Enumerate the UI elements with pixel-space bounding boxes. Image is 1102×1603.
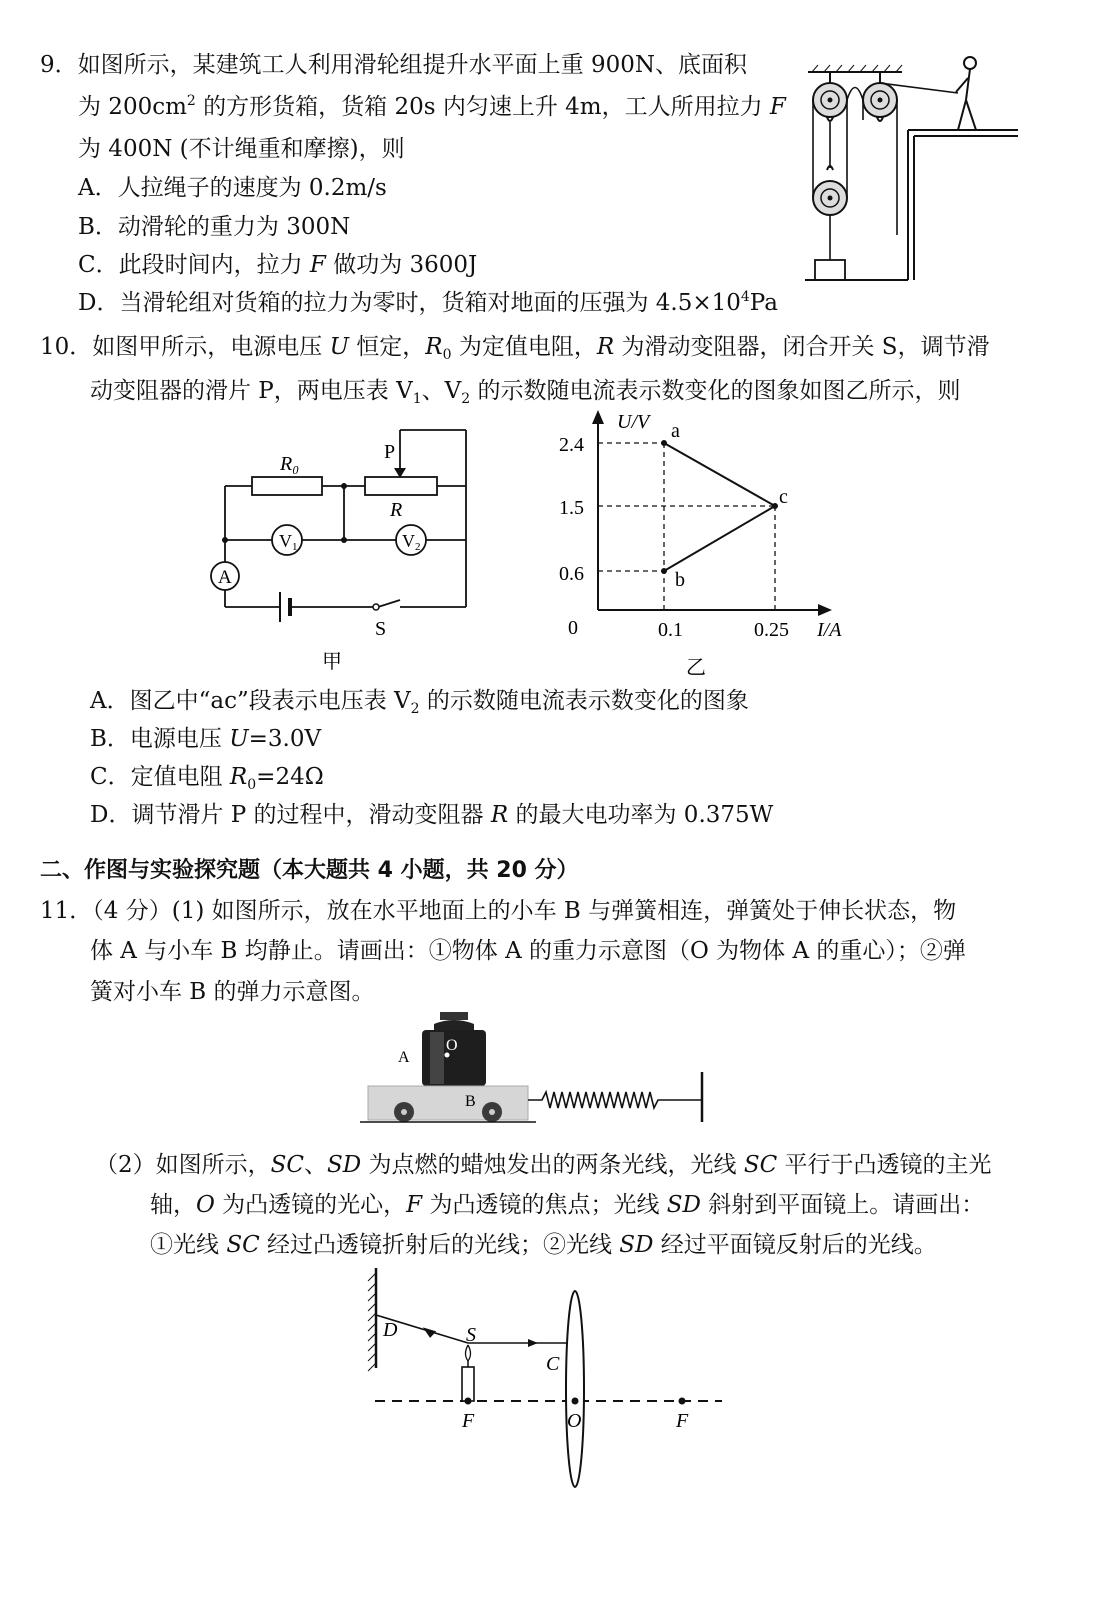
label-a: A (398, 1049, 410, 1066)
plane-mirror (368, 1268, 376, 1371)
label-v1: V1 (279, 531, 298, 553)
label-d: D (383, 1319, 398, 1341)
spring (528, 1092, 702, 1108)
cart-spring-figure (360, 1010, 720, 1130)
label-p: P (384, 441, 396, 463)
label-f-left: F (462, 1410, 475, 1432)
voltage-current-graph (555, 410, 855, 680)
rheostat-r (365, 477, 437, 495)
q11-part2-line1: （2）如图所示，SC、SD 为点燃的蜡烛发出的两条光线，光线 SC 平行于凸透镜的主光 (95, 1152, 992, 1178)
caption-jia: 甲 (322, 651, 342, 673)
label-b: B (465, 1093, 476, 1110)
q11-line2: 体 A 与小车 B 均静止。请画出：①物体 A 的重力示意图（O 为物体 A 的重心）；②弹 (90, 938, 966, 964)
fixed-pulley-right (863, 72, 897, 121)
cargo-box (815, 260, 845, 280)
circuit-diagram (200, 420, 490, 673)
label-a: A (218, 567, 232, 588)
point-b (661, 568, 667, 574)
q11-line3: 簧对小车 B 的弹力示意图。 (90, 979, 375, 1005)
movable-pulley (813, 166, 847, 215)
q9-number: 9． (40, 52, 78, 78)
point-c (772, 503, 778, 509)
cart-b (368, 1086, 528, 1120)
q9-line2: 为 $200cm^2$ 的方形货箱，货箱 20s 内匀速上升 4m，工人所用拉力 F (78, 93, 786, 120)
label-s: S (466, 1324, 476, 1346)
label-r: R (390, 499, 403, 521)
convex-lens (566, 1291, 584, 1487)
focus-left (465, 1398, 472, 1405)
q11-number: 11． (40, 898, 93, 924)
pulley-figure (800, 50, 1040, 290)
xtick-0.1: 0.1 (658, 619, 683, 641)
label-b: b (675, 569, 685, 591)
label-s: S (375, 618, 387, 640)
q11-part2-line2: 轴，O 为凸透镜的光心，F 为凸透镜的焦点；光线 SD 斜射到平面镜上。请画出： (150, 1192, 985, 1218)
resistor-r0 (252, 477, 322, 495)
label-o: O (446, 1037, 458, 1054)
label-a: a (671, 420, 680, 442)
q10-line2: 动变阻器的滑片 P，两电压表 $V_1$、$V_2$ 的示数随电流表示数变化的图象如图乙所示，则 (90, 378, 961, 407)
focus-right (679, 1398, 686, 1405)
q10-number: 10． (40, 334, 93, 360)
q10-option-b: B．电源电压 U=3.0V (90, 726, 322, 752)
origin-label: 0 (568, 617, 578, 639)
ytick-1.5: 1.5 (559, 497, 584, 519)
worker-figure (956, 57, 976, 130)
q10-option-c: C．定值电阻 $R_0=24\Omega$ (90, 764, 324, 793)
q10-line1: 10．如图甲所示，电源电压 U 恒定，$R_0$ 为定值电阻，R 为滑动变阻器，闭合开关 S，调节滑 (40, 334, 990, 363)
q9-line3: 为 400N (不计绳重和摩擦)，则 (78, 136, 405, 162)
label-c: C (546, 1353, 560, 1375)
optical-center (572, 1398, 579, 1405)
candle (462, 1345, 474, 1401)
label-o: O (567, 1410, 582, 1432)
battery (280, 592, 290, 622)
q9-option-b: B．动滑轮的重力为 300N (78, 214, 351, 240)
q10-option-a: A．图乙中“ac”段表示电压表 $V_2$ 的示数随电流表示数变化的图象 (90, 688, 749, 717)
xtick-0.25: 0.25 (754, 619, 789, 641)
ytick-2.4: 2.4 (559, 434, 584, 456)
q11-part2-line3: ①光线 SC 经过凸透镜折射后的光线；②光线 SD 经过平面镜反射后的光线。 (150, 1232, 937, 1258)
q9-option-a: A．人拉绳子的速度为 0.2m/s (78, 175, 387, 201)
label-f-right: F (676, 1410, 689, 1432)
q9-option-d: D．当滑轮组对货箱的拉力为零时，货箱对地面的压强为 $4.5\times 10^4Pa$ (78, 289, 778, 316)
label-v2: V2 (402, 531, 421, 553)
switch-s-pivot (373, 604, 379, 610)
q11-line1: 11．（4 分）(1) 如图所示，放在水平地面上的小车 B 与弹簧相连，弹簧处于伸长状态，物 (40, 898, 957, 924)
label-c: c (779, 486, 788, 508)
caption-yi: 乙 (686, 657, 706, 679)
optics-figure (360, 1263, 730, 1503)
q10-option-d: D．调节滑片 P 的过程中，滑动变阻器 R 的最大电功率为 0.375W (90, 802, 774, 828)
point-a (661, 440, 667, 446)
ytick-0.6: 0.6 (559, 563, 584, 585)
x-axis-label: I/A (817, 619, 842, 641)
q9-option-c: C．此段时间内，拉力 F 做功为 3600J (78, 252, 478, 278)
q9-line1: 9．如图所示，某建筑工人利用滑轮组提升水平面上重 900N、底面积 (40, 52, 747, 78)
fixed-pulley-left (813, 72, 847, 121)
y-axis-label: U/V (617, 411, 650, 433)
section-heading: 二、作图与实验探究题（本大题共 4 小题，共 20 分） (40, 858, 579, 883)
label-r0: R₀ (280, 453, 300, 475)
